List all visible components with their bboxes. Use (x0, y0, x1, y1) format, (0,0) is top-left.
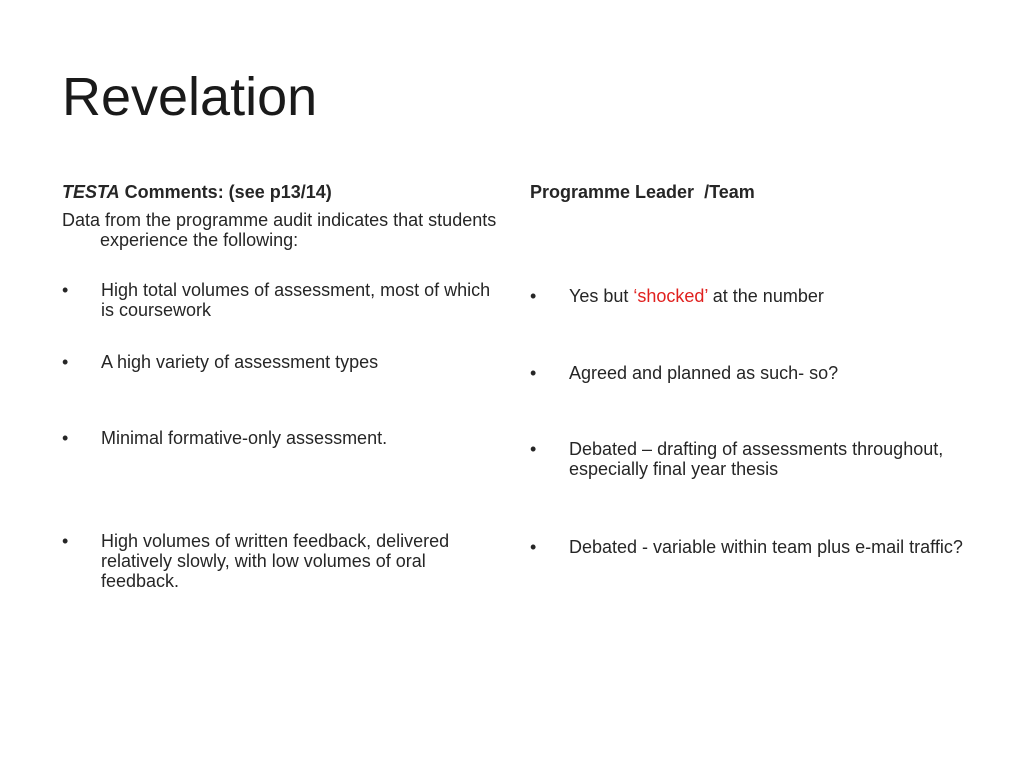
bullet-icon: • (530, 439, 537, 459)
list-item-text: Debated – drafting of assessments throughout, especially final year thesis (569, 439, 944, 479)
list-item (530, 286, 970, 306)
bullet-icon: • (530, 363, 537, 383)
list-item (62, 280, 502, 320)
list-item-text: Agreed and planned as such- so? (569, 363, 839, 383)
bullet-icon: • (62, 531, 69, 551)
testa-heading-emphasis: TESTA (62, 182, 120, 202)
list-item-text-start: Yes but (569, 286, 634, 306)
list-item (62, 428, 502, 448)
list-item-text: Minimal formative-only assessment. (101, 428, 388, 448)
testa-comments-heading (62, 182, 332, 202)
list-item-text: A high variety of assessment types (101, 352, 379, 372)
list-item (62, 531, 502, 591)
audit-intro-text: Data from the programme audit indicates that students experience the following: (62, 210, 497, 250)
list-item (62, 352, 502, 372)
bullet-icon: • (62, 280, 69, 300)
programme-leader-heading: Programme Leader /Team (530, 182, 755, 202)
bullet-icon: • (62, 428, 69, 448)
list-item (530, 363, 970, 383)
list-item (530, 537, 970, 557)
slide-title: Revelation (62, 67, 318, 127)
bullet-icon: • (530, 286, 537, 306)
list-item-text (569, 286, 824, 306)
shocked-highlight: ‘shocked’ (633, 286, 708, 306)
list-item-text: High total volumes of assessment, most of which is coursework (101, 280, 491, 320)
bullet-icon: • (62, 352, 69, 372)
list-item-text: Debated - variable within team plus e-mail traffic? (569, 537, 963, 557)
list-item-text-end: at the number (707, 286, 824, 306)
testa-heading-text: Comments: (see p13/14) (119, 182, 332, 202)
list-item-text: High volumes of written feedback, delivered relatively slowly, with low volumes of oral feedback. (101, 531, 450, 591)
bullet-icon: • (530, 537, 537, 557)
list-item (530, 439, 970, 479)
